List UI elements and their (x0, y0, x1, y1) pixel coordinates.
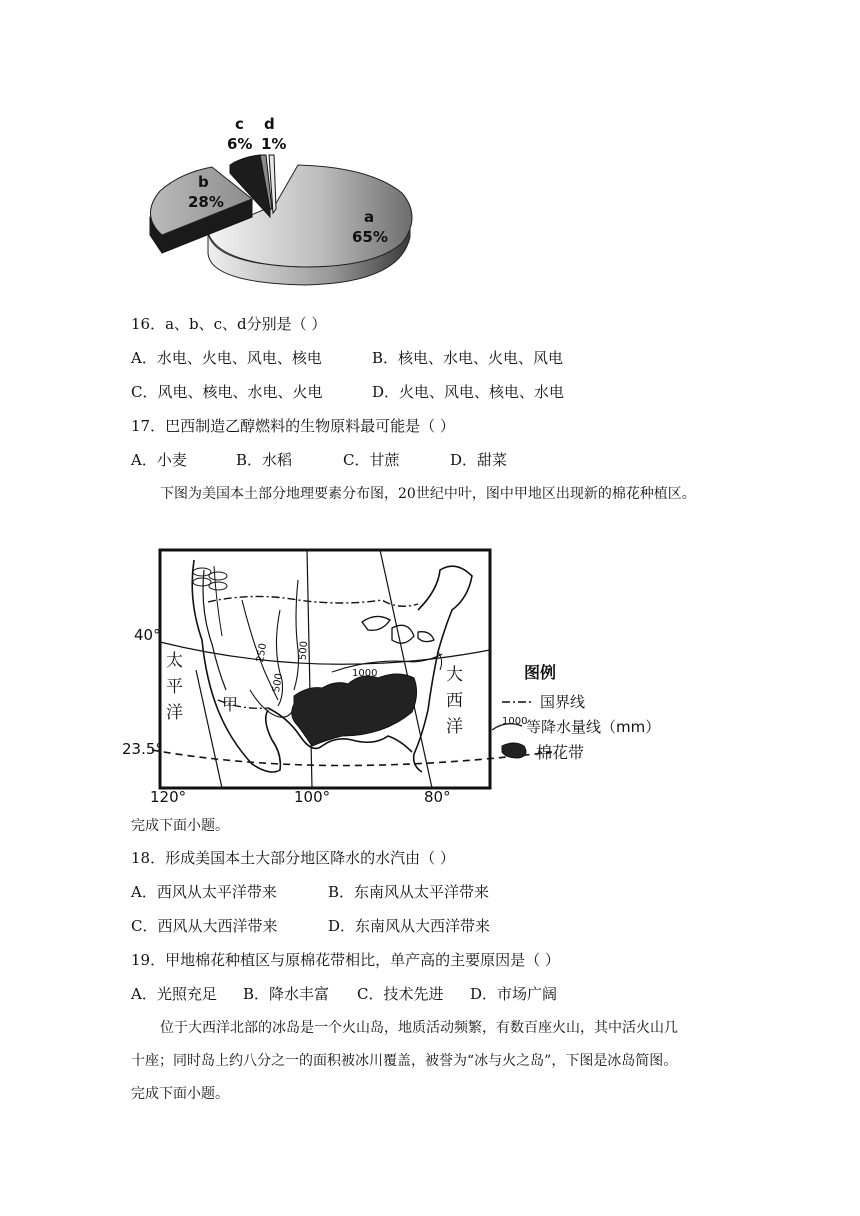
pie-label-a-name: a (364, 208, 375, 226)
pie-label-c-name: c (235, 115, 244, 133)
question-19-option-b[interactable]: B．降水丰富 (243, 985, 330, 1003)
isohyet-label-500-a: 500 (271, 672, 286, 694)
question-19-stem: 19．甲地棉花种植区与原棉花带相比，单产高的主要原因是（ ） (131, 951, 560, 969)
lat-label-40: 40° (134, 626, 161, 644)
pie-chart (140, 105, 430, 295)
question-19-option-d[interactable]: D．市场广阔 (470, 985, 558, 1003)
question-17-option-d[interactable]: D．甜菜 (450, 451, 508, 469)
map-intro-text: 下图为美国本土部分地理要素分布图，20世纪中叶，图中甲地区出现新的棉花种植区。 (160, 486, 696, 502)
question-16-stem: 16．a、b、c、d分别是（ ） (131, 315, 327, 333)
place-jia-label: 甲 (222, 695, 239, 714)
pacific-char-2: 平 (166, 677, 183, 697)
pie-label-d-value: 1% (261, 135, 287, 153)
after-map-text: 完成下面小题。 (131, 818, 229, 834)
legend-isohyet-value: 1000 (502, 716, 528, 727)
question-17-option-b[interactable]: B．水稻 (236, 451, 293, 469)
legend-cotton-label: 棉花带 (536, 743, 585, 762)
pie-label-b-value: 28% (188, 193, 224, 211)
lon-label-120: 120° (150, 788, 187, 806)
question-16-option-a[interactable]: A．水电、火电、风电、核电 (131, 349, 322, 367)
pacific-char-1: 太 (166, 651, 183, 671)
pie-label-d-name: d (264, 115, 275, 133)
us-map-figure (122, 540, 662, 808)
isohyet-label-250: 250 (255, 642, 270, 664)
legend-isohyet-label: 等降水量线（mm） (526, 718, 661, 736)
question-18-option-d[interactable]: D．东南风从大西洋带来 (328, 917, 491, 935)
question-18-option-a[interactable]: A．西风从太平洋带来 (131, 883, 277, 901)
question-17-option-c[interactable]: C．甘蔗 (343, 451, 400, 469)
question-16-option-d[interactable]: D．火电、风电、核电、水电 (372, 383, 565, 401)
pie-label-b-name: b (198, 173, 209, 191)
iceland-intro-line-2: 十座；同时岛上约八分之一的面积被冰川覆盖，被誉为“冰与火之岛”，下图是冰岛简图。 (131, 1053, 678, 1069)
lat-label-23-5: 23.5° (122, 740, 163, 758)
atlantic-char-3: 洋 (446, 717, 463, 737)
atlantic-char-2: 西 (446, 691, 463, 711)
legend-cotton-swatch (502, 743, 526, 758)
pie-label-a-value: 65% (352, 228, 388, 246)
iceland-intro-line-1: 位于大西洋北部的冰岛是一个火山岛，地质活动频繁，有数百座火山，其中活火山几 (160, 1020, 678, 1036)
lon-label-100: 100° (294, 788, 331, 806)
isohyet-label-500-b: 500 (297, 640, 311, 661)
pie-label-c-value: 6% (227, 135, 253, 153)
question-18-option-b[interactable]: B．东南风从太平洋带来 (328, 883, 490, 901)
question-18-option-c[interactable]: C．西风从大西洋带来 (131, 917, 278, 935)
pacific-char-3: 洋 (166, 703, 183, 723)
question-19-option-a[interactable]: A．光照充足 (131, 985, 217, 1003)
legend-title: 图例 (524, 663, 557, 682)
question-17-stem: 17．巴西制造乙醇燃料的生物原料最可能是（ ） (131, 417, 455, 435)
atlantic-char-1: 大 (446, 665, 463, 685)
iceland-intro-line-3: 完成下面小题。 (131, 1086, 229, 1102)
question-17-option-a[interactable]: A．小麦 (131, 451, 187, 469)
question-18-stem: 18．形成美国本土大部分地区降水的水汽由（ ） (131, 849, 455, 867)
isohyet-label-1000: 1000 (352, 668, 378, 679)
lon-label-80: 80° (424, 788, 451, 806)
question-19-option-c[interactable]: C．技术先进 (357, 985, 444, 1003)
legend-border-label: 国界线 (540, 693, 586, 711)
question-16-option-c[interactable]: C．风电、核电、水电、火电 (131, 383, 323, 401)
question-16-option-b[interactable]: B．核电、水电、火电、风电 (372, 349, 564, 367)
